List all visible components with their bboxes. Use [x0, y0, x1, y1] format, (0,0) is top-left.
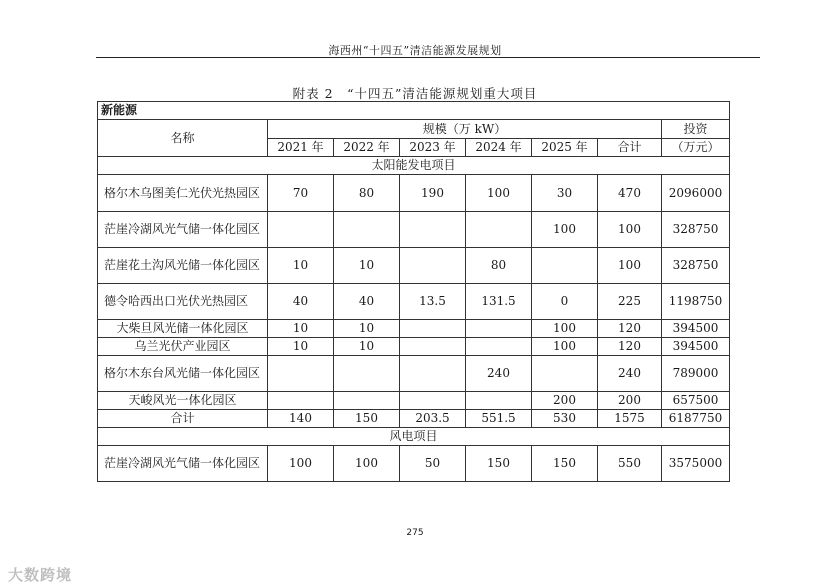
year-value-cell [268, 392, 334, 410]
table-row [98, 338, 730, 356]
year-value-cell [334, 392, 400, 410]
year-value-cell: 150 [334, 410, 400, 428]
header-total: 合计 [598, 139, 662, 157]
project-name: 茫崖冷湖风光气储一体化园区 [98, 212, 268, 248]
year-value-cell [400, 392, 466, 410]
year-value-cell: 40 [334, 284, 400, 320]
year-value-cell [400, 212, 466, 248]
header-year: 2021 年 [268, 139, 334, 157]
total-cell: 120 [598, 320, 662, 338]
year-value-cell: 0 [532, 284, 598, 320]
year-value-cell [334, 212, 400, 248]
year-value-cell [268, 356, 334, 392]
year-value-cell: 100 [334, 446, 400, 482]
year-value-cell: 13.5 [400, 284, 466, 320]
investment-cell: 394500 [662, 320, 730, 338]
investment-cell: 6187750 [662, 410, 730, 428]
header-year: 2025 年 [532, 139, 598, 157]
year-value-cell: 100 [532, 338, 598, 356]
year-value-cell: 40 [268, 284, 334, 320]
year-value-cell: 80 [334, 175, 400, 212]
year-value-cell: 50 [400, 446, 466, 482]
table-title: 附表 2 “十四五”清洁能源规划重大项目 [292, 86, 538, 101]
year-value-cell: 10 [334, 338, 400, 356]
projects-table [97, 101, 730, 482]
project-name: 德令哈西出口光伏光热园区 [98, 284, 268, 320]
year-value-cell: 150 [532, 446, 598, 482]
header-invest: 投资 [662, 120, 730, 139]
project-name: 天峻风光一体化园区 [98, 392, 268, 410]
year-value-cell: 10 [268, 248, 334, 284]
project-name: 乌兰光伏产业园区 [98, 338, 268, 356]
total-cell: 470 [598, 175, 662, 212]
year-value-cell: 203.5 [400, 410, 466, 428]
year-value-cell: 100 [268, 446, 334, 482]
year-value-cell: 530 [532, 410, 598, 428]
year-value-cell: 70 [268, 175, 334, 212]
year-value-cell [400, 356, 466, 392]
year-value-cell [532, 248, 598, 284]
project-name: 合计 [98, 410, 268, 428]
year-value-cell: 240 [466, 356, 532, 392]
year-value-cell: 10 [268, 320, 334, 338]
table-row [98, 284, 730, 320]
table-row [98, 248, 730, 284]
project-name: 格尔木乌图美仁光伏光热园区 [98, 175, 268, 212]
header-year: 2022 年 [334, 139, 400, 157]
total-cell: 1575 [598, 410, 662, 428]
year-value-cell [268, 212, 334, 248]
investment-cell: 789000 [662, 356, 730, 392]
total-cell: 550 [598, 446, 662, 482]
year-value-cell [466, 320, 532, 338]
investment-cell: 2096000 [662, 175, 730, 212]
table-row [98, 446, 730, 482]
table-row [98, 320, 730, 338]
project-name: 茫崖冷湖风光气储一体化园区 [98, 446, 268, 482]
year-value-cell: 100 [532, 320, 598, 338]
year-value-cell [466, 212, 532, 248]
year-value-cell: 551.5 [466, 410, 532, 428]
watermark-logo: 大数跨境 [8, 566, 73, 584]
year-value-cell: 131.5 [466, 284, 532, 320]
year-value-cell [532, 356, 598, 392]
project-name: 大柴旦风光储一体化园区 [98, 320, 268, 338]
total-cell: 100 [598, 248, 662, 284]
total-cell: 225 [598, 284, 662, 320]
section-title: 太阳能发电项目 [98, 157, 730, 175]
year-value-cell: 80 [466, 248, 532, 284]
header-invest-unit: （万元） [662, 139, 730, 157]
category-row [98, 102, 730, 120]
investment-cell: 657500 [662, 392, 730, 410]
header-rule [96, 57, 760, 58]
year-value-cell: 10 [334, 248, 400, 284]
year-value-cell: 190 [400, 175, 466, 212]
table-row [98, 356, 730, 392]
year-value-cell: 140 [268, 410, 334, 428]
year-value-cell [466, 392, 532, 410]
year-value-cell: 100 [532, 212, 598, 248]
year-value-cell: 150 [466, 446, 532, 482]
year-value-cell: 200 [532, 392, 598, 410]
investment-cell: 328750 [662, 248, 730, 284]
total-cell: 240 [598, 356, 662, 392]
year-value-cell: 10 [334, 320, 400, 338]
year-value-cell [334, 356, 400, 392]
total-cell: 200 [598, 392, 662, 410]
investment-cell: 3575000 [662, 446, 730, 482]
header-name: 名称 [98, 120, 268, 157]
header-scale: 规模（万 kW） [268, 120, 662, 139]
page-number: 275 [406, 528, 424, 538]
investment-cell: 1198750 [662, 284, 730, 320]
year-value-cell: 100 [466, 175, 532, 212]
category-cell: 新能源 [98, 102, 730, 120]
table-row [98, 212, 730, 248]
project-name: 格尔木东台风光储一体化园区 [98, 356, 268, 392]
project-name: 茫崖花土沟风光储一体化园区 [98, 248, 268, 284]
table-row [98, 410, 730, 428]
header-year: 2024 年 [466, 139, 532, 157]
investment-cell: 328750 [662, 212, 730, 248]
total-cell: 120 [598, 338, 662, 356]
section-title: 风电项目 [98, 428, 730, 446]
investment-cell: 394500 [662, 338, 730, 356]
running-header: 海西州“十四五”清洁能源发展规划 [328, 44, 502, 57]
year-value-cell [400, 248, 466, 284]
year-value-cell [400, 338, 466, 356]
header-year: 2023 年 [400, 139, 466, 157]
year-value-cell: 30 [532, 175, 598, 212]
table-row [98, 392, 730, 410]
year-value-cell: 10 [268, 338, 334, 356]
year-value-cell [466, 338, 532, 356]
year-value-cell [400, 320, 466, 338]
total-cell: 100 [598, 212, 662, 248]
header-row-1 [98, 120, 730, 139]
section-row-wind [98, 428, 730, 446]
table-row [98, 175, 730, 212]
section-row-solar [98, 157, 730, 175]
